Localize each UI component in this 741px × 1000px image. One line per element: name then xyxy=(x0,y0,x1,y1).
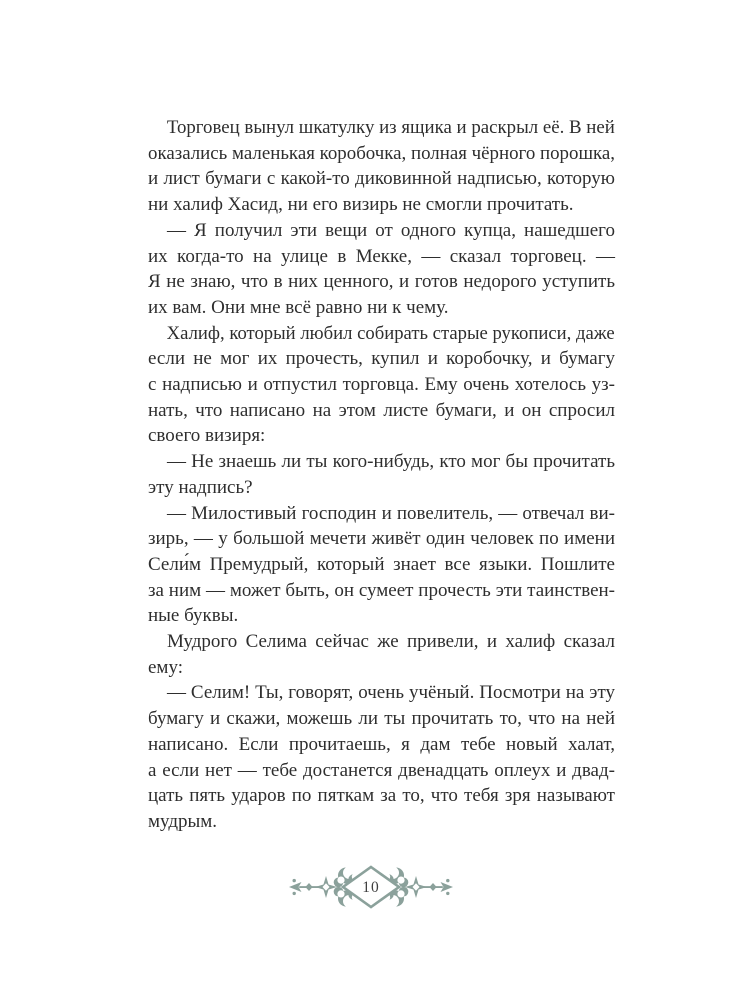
text-block xyxy=(148,115,615,835)
text-line: мудрым. xyxy=(148,810,218,832)
text-line: ные буквы. xyxy=(148,605,239,627)
page-footer xyxy=(0,858,741,916)
text-line: эту надпись? xyxy=(148,476,253,498)
text-line: а если нет — тебе достанется двенадцать оплеух и двад- xyxy=(148,759,615,781)
paragraph xyxy=(148,501,615,630)
text-line: ему: xyxy=(148,656,183,678)
text-line: Сели́м Премудрый, который знает все языки. Пошлите xyxy=(148,553,615,575)
paragraph xyxy=(148,218,615,321)
text-line: если не мог их прочесть, купил и коробочку, и бумагу xyxy=(148,348,615,370)
text-line: — Милостивый господин и повелитель, — отвечал ви- xyxy=(167,502,615,524)
text-line: — Не знаешь ли ты кого-нибудь, кто мог бы прочитать xyxy=(167,451,615,473)
paragraph xyxy=(148,321,615,450)
text-line: зирь, — у большой мечети живёт один человек по имени xyxy=(148,528,615,550)
text-line: Халиф, который любил собирать старые рукописи, даже xyxy=(166,322,615,344)
text-line: за ним — может быть, он сумеет прочесть эти таинствен- xyxy=(148,579,615,601)
paragraph xyxy=(148,629,615,680)
paragraph xyxy=(148,115,615,218)
text-line: своего визиря: xyxy=(148,425,266,447)
page-number: 10 xyxy=(361,879,380,896)
text-line: Торговец вынул шкатулку из ящика и раскрыл её. В ней xyxy=(166,117,615,138)
text-line: цать пять ударов по пяткам за то, что тебя зря называют xyxy=(148,785,615,807)
text-line: — Селим! Ты, говорят, очень учёный. Посмотри на эту xyxy=(167,682,615,704)
text-line: ни халиф Хасид, ни его визирь не смогли прочитать. xyxy=(148,194,574,216)
text-line: оказались маленькая коробочка, полная чёрного порошка, xyxy=(148,142,615,164)
paragraph xyxy=(148,680,615,834)
page-ornament-icon xyxy=(286,858,456,916)
text-line: их когда-то на улице в Мекке, — сказал торговец. — xyxy=(148,245,615,267)
paragraph xyxy=(148,449,615,500)
text-line: Я не знаю, что в них ценного, и готов недорого уступить xyxy=(148,271,615,293)
text-line: с надписью и отпустил торговца. Ему очень хотелось уз- xyxy=(148,374,615,396)
text-line: и лист бумаги с какой-то диковинной надписью, которую xyxy=(148,168,615,190)
text-line: их вам. Они мне всё равно ни к чему. xyxy=(148,296,449,318)
text-line: бумагу и скажи, можешь ли ты прочитать то, что на ней xyxy=(148,708,615,730)
text-line: — Я получил эти вещи от одного купца, нашедшего xyxy=(167,219,615,241)
text-line: написано. Если прочитаешь, я дам тебе новый халат, xyxy=(148,733,615,755)
text-line: Мудрого Селима сейчас же привели, и халиф сказал xyxy=(167,631,615,653)
text-line: нать, что написано на этом листе бумаги, и он спросил xyxy=(148,399,615,421)
